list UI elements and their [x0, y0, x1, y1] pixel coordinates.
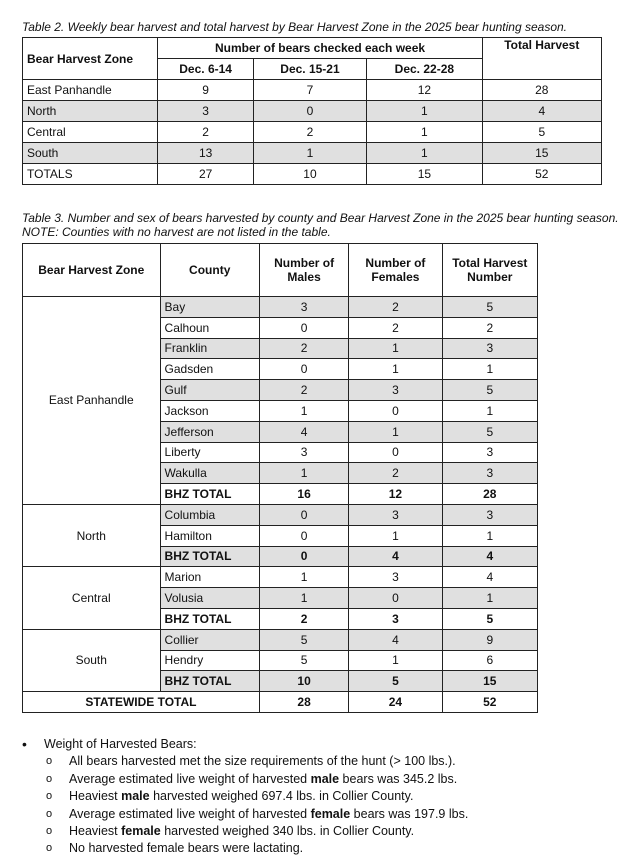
females-cell: 1	[349, 650, 442, 671]
weights-heading	[22, 736, 468, 753]
total-cell: 5	[442, 297, 537, 318]
week-cell: 15	[367, 164, 482, 185]
males-cell: 3	[259, 297, 348, 318]
males-cell: 28	[259, 692, 348, 713]
total-cell: 2	[442, 317, 537, 338]
males-cell: 0	[259, 359, 348, 380]
males-cell: 0	[259, 504, 348, 525]
total-cell: 3	[442, 442, 537, 463]
total-cell: 5	[482, 122, 601, 143]
males-cell: 5	[259, 629, 348, 650]
zone-label: North	[23, 504, 161, 566]
bhz-total-label: BHZ TOTAL	[160, 484, 259, 505]
table-row	[23, 80, 602, 101]
total-cell: 4	[442, 567, 537, 588]
table-row	[23, 504, 538, 525]
county-cell: Jackson	[160, 400, 259, 421]
males-cell: 1	[259, 400, 348, 421]
weights-list	[22, 736, 468, 858]
week-cell: 27	[158, 164, 253, 185]
list-item: o Average estimated live weight of harvested male bears was 345.2 lbs.	[22, 771, 468, 788]
males-cell: 1	[259, 567, 348, 588]
females-cell: 3	[349, 608, 442, 629]
table2-caption: Table 2. Weekly bear harvest and total harvest by Bear Harvest Zone in the 2025 bear hunting season.	[22, 20, 567, 34]
table2-total-header: Total Harvest	[482, 38, 601, 80]
county-cell: Calhoun	[160, 317, 259, 338]
table2-zone-header: Bear Harvest Zone	[23, 38, 158, 80]
zone-cell: East Panhandle	[23, 80, 158, 101]
statewide-row	[23, 692, 538, 713]
males-cell: 4	[259, 421, 348, 442]
table2	[22, 37, 602, 185]
total-cell: 3	[442, 504, 537, 525]
females-cell: 0	[349, 400, 442, 421]
females-cell: 2	[349, 297, 442, 318]
females-cell: 5	[349, 671, 442, 692]
females-cell: 12	[349, 484, 442, 505]
total-cell: 9	[442, 629, 537, 650]
week-cell: 3	[158, 101, 253, 122]
total-cell: 5	[442, 421, 537, 442]
females-cell: 1	[349, 338, 442, 359]
week-cell: 2	[158, 122, 253, 143]
total-cell: 3	[442, 338, 537, 359]
county-cell: Volusia	[160, 588, 259, 609]
total-cell: 1	[442, 525, 537, 546]
total-cell: 15	[482, 143, 601, 164]
females-cell: 0	[349, 442, 442, 463]
table-row	[23, 143, 602, 164]
total-cell: 52	[482, 164, 601, 185]
zone-label: East Panhandle	[23, 297, 161, 505]
week-cell: 1	[367, 101, 482, 122]
males-cell: 0	[259, 546, 348, 567]
table-row	[23, 297, 538, 318]
bhz-total-label: BHZ TOTAL	[160, 608, 259, 629]
table3-caption: Table 3. Number and sex of bears harvested by county and Bear Harvest Zone in the 2025 bear hunting season. NOTE: Counties with no harvest are not listed in the table.	[22, 211, 619, 239]
zone-cell: North	[23, 101, 158, 122]
males-cell: 5	[259, 650, 348, 671]
county-cell: Gadsden	[160, 359, 259, 380]
males-cell: 0	[259, 525, 348, 546]
females-cell: 3	[349, 504, 442, 525]
table-row	[23, 164, 602, 185]
females-cell: 4	[349, 629, 442, 650]
list-item: o No harvested female bears were lactating.	[22, 840, 468, 857]
total-cell: 4	[482, 101, 601, 122]
females-cell: 3	[349, 380, 442, 401]
females-cell: 1	[349, 525, 442, 546]
week-cell: 1	[367, 143, 482, 164]
list-item: o All bears harvested met the size requirements of the hunt (> 100 lbs.).	[22, 753, 468, 770]
week-cell: 2	[253, 122, 366, 143]
total-cell: 5	[442, 380, 537, 401]
males-cell: 2	[259, 380, 348, 401]
total-cell: 5	[442, 608, 537, 629]
table-row	[23, 101, 602, 122]
county-cell: Marion	[160, 567, 259, 588]
males-cell: 2	[259, 338, 348, 359]
zone-cell: Central	[23, 122, 158, 143]
females-cell: 2	[349, 317, 442, 338]
total-cell: 1	[442, 359, 537, 380]
week-cell: 12	[367, 80, 482, 101]
week-cell: 1	[367, 122, 482, 143]
table3	[22, 243, 538, 713]
females-cell: 1	[349, 359, 442, 380]
table3-males-header: Number of Males	[259, 244, 348, 297]
table3-total-header: Total Harvest Number	[442, 244, 537, 297]
males-cell: 10	[259, 671, 348, 692]
list-item: o Heaviest female harvested weighed 340 lbs. in Collier County.	[22, 823, 468, 840]
zone-cell: South	[23, 143, 158, 164]
zone-label: South	[23, 629, 161, 691]
county-cell: Bay	[160, 297, 259, 318]
statewide-label: STATEWIDE TOTAL	[23, 692, 260, 713]
county-cell: Columbia	[160, 504, 259, 525]
county-cell: Liberty	[160, 442, 259, 463]
week-cell: 0	[253, 101, 366, 122]
county-cell: Franklin	[160, 338, 259, 359]
total-cell: 4	[442, 546, 537, 567]
total-cell: 15	[442, 671, 537, 692]
table-row	[23, 629, 538, 650]
county-cell: Jefferson	[160, 421, 259, 442]
week-cell: 9	[158, 80, 253, 101]
table-row	[23, 567, 538, 588]
total-cell: 1	[442, 588, 537, 609]
county-cell: Wakulla	[160, 463, 259, 484]
table-row	[23, 122, 602, 143]
week-cell: 10	[253, 164, 366, 185]
total-cell: 3	[442, 463, 537, 484]
females-cell: 24	[349, 692, 442, 713]
total-cell: 28	[442, 484, 537, 505]
total-cell: 28	[482, 80, 601, 101]
zone-cell: TOTALS	[23, 164, 158, 185]
county-cell: Hamilton	[160, 525, 259, 546]
county-cell: Collier	[160, 629, 259, 650]
table2-week-header: Dec. 22-28	[367, 59, 482, 80]
females-cell: 1	[349, 421, 442, 442]
county-cell: Gulf	[160, 380, 259, 401]
county-cell: Hendry	[160, 650, 259, 671]
week-cell: 7	[253, 80, 366, 101]
list-item: o Average estimated live weight of harvested female bears was 197.9 lbs.	[22, 806, 468, 823]
females-cell: 3	[349, 567, 442, 588]
week-cell: 13	[158, 143, 253, 164]
table3-females-header: Number of Females	[349, 244, 442, 297]
males-cell: 3	[259, 442, 348, 463]
total-cell: 6	[442, 650, 537, 671]
males-cell: 2	[259, 608, 348, 629]
bhz-total-label: BHZ TOTAL	[160, 546, 259, 567]
females-cell: 0	[349, 588, 442, 609]
table2-week-header: Dec. 15-21	[253, 59, 366, 80]
total-cell: 52	[442, 692, 537, 713]
table2-weeks-header: Number of bears checked each week	[158, 38, 482, 59]
total-cell: 1	[442, 400, 537, 421]
males-cell: 1	[259, 463, 348, 484]
males-cell: 0	[259, 317, 348, 338]
list-item: o Heaviest male harvested weighed 697.4 lbs. in Collier County.	[22, 788, 468, 805]
table2-week-header: Dec. 6-14	[158, 59, 253, 80]
males-cell: 1	[259, 588, 348, 609]
females-cell: 2	[349, 463, 442, 484]
weights-heading-text: Weight of Harvested Bears:	[44, 737, 197, 751]
bhz-total-label: BHZ TOTAL	[160, 671, 259, 692]
table3-county-header: County	[160, 244, 259, 297]
week-cell: 1	[253, 143, 366, 164]
zone-label: Central	[23, 567, 161, 629]
males-cell: 16	[259, 484, 348, 505]
females-cell: 4	[349, 546, 442, 567]
table3-zone-header: Bear Harvest Zone	[23, 244, 161, 297]
